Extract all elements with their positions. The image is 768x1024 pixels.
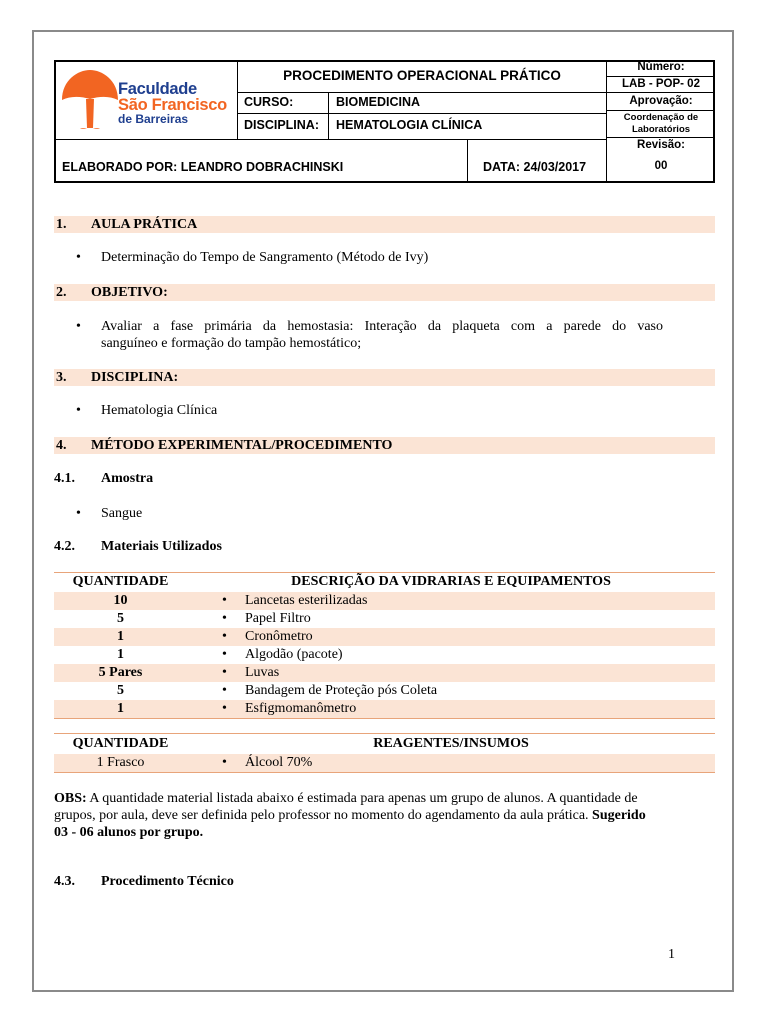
elaborado-por: ELABORADO POR: LEANDRO DOBRACHINSKI [62,160,344,174]
logo-text-line2: São Francisco [118,96,227,114]
table-row: 10 • Lancetas esterilizadas [54,592,715,610]
revisao-label: Revisão: [637,139,685,151]
revisao-value: 00 [654,160,668,172]
aprovacao-label: Aprovação: [629,95,693,107]
section-heading-metodo: 4. MÉTODO EXPERIMENTAL/PROCEDIMENTO [54,437,715,454]
table-row: 1 • Cronômetro [54,628,715,646]
logo-text-line1: Faculdade [118,80,197,98]
column-header-descricao: DESCRIÇÃO DA VIDRARIAS E EQUIPAMENTOS [291,574,611,589]
curso-label: CURSO: [244,95,294,109]
faculty-logo [60,68,236,132]
section-heading-aula-pratica: 1. AULA PRÁTICA [54,216,715,233]
aprovacao-value-1: Coordenação de [623,112,699,123]
aprovacao-value-2: Laboratórios [631,124,691,135]
table-row: 1 Frasco • Álcool 70% [54,754,715,772]
subsection-materiais: 4.2. Materiais Utilizados [54,539,222,554]
document-date: DATA: 24/03/2017 [483,160,587,174]
disciplina-label: DISCIPLINA: [244,118,319,132]
numero-value: LAB - POP- 02 [622,78,700,90]
mushroom-logo-icon [60,68,120,130]
subsection-procedimento-tecnico: 4.3. Procedimento Técnico [54,874,234,889]
column-header-quantidade: QUANTIDADE [72,736,169,751]
table-header [54,573,715,591]
table-row: 1 • Esfigmomanômetro [54,700,715,718]
document-title: PROCEDIMENTO OPERACIONAL PRÁTICO [283,68,561,83]
table-row: 5 Pares • Luvas [54,664,715,682]
section-heading-disciplina: 3. DISCIPLINA: [54,369,715,386]
column-header-reagentes: REAGENTES/INSUMOS [373,736,529,751]
numero-label: Número: [637,61,685,73]
subsection-amostra: 4.1. Amostra [54,471,154,486]
obs-paragraph: OBS: A quantidade material listada abaixo é estimada para apenas um grupo de alunos. A quantidade de grupos, por aula, deve ser definida pelo professor no momento do agendamento da aula prática. Sugerido 03 - 06 alunos por grupo. [54,791,646,840]
table-row: 5 • Papel Filtro [117,611,311,626]
table-header [54,735,715,753]
section-heading-objetivo: 2. OBJETIVO: [54,284,715,301]
list-item-continuation: sanguíneo e formação do tampão hemostático; [101,336,362,351]
column-header-quantidade: QUANTIDADE [72,574,169,589]
disciplina-value: HEMATOLOGIA CLÍNICA [336,118,483,132]
curso-value: BIOMEDICINA [336,95,421,109]
table-row: 1 • Algodão (pacote) [117,647,343,662]
table-row: 5 • Bandagem de Proteção pós Coleta [117,683,438,698]
page-number: 1 [668,947,675,962]
logo-text-line3: de Barreiras [118,112,189,126]
